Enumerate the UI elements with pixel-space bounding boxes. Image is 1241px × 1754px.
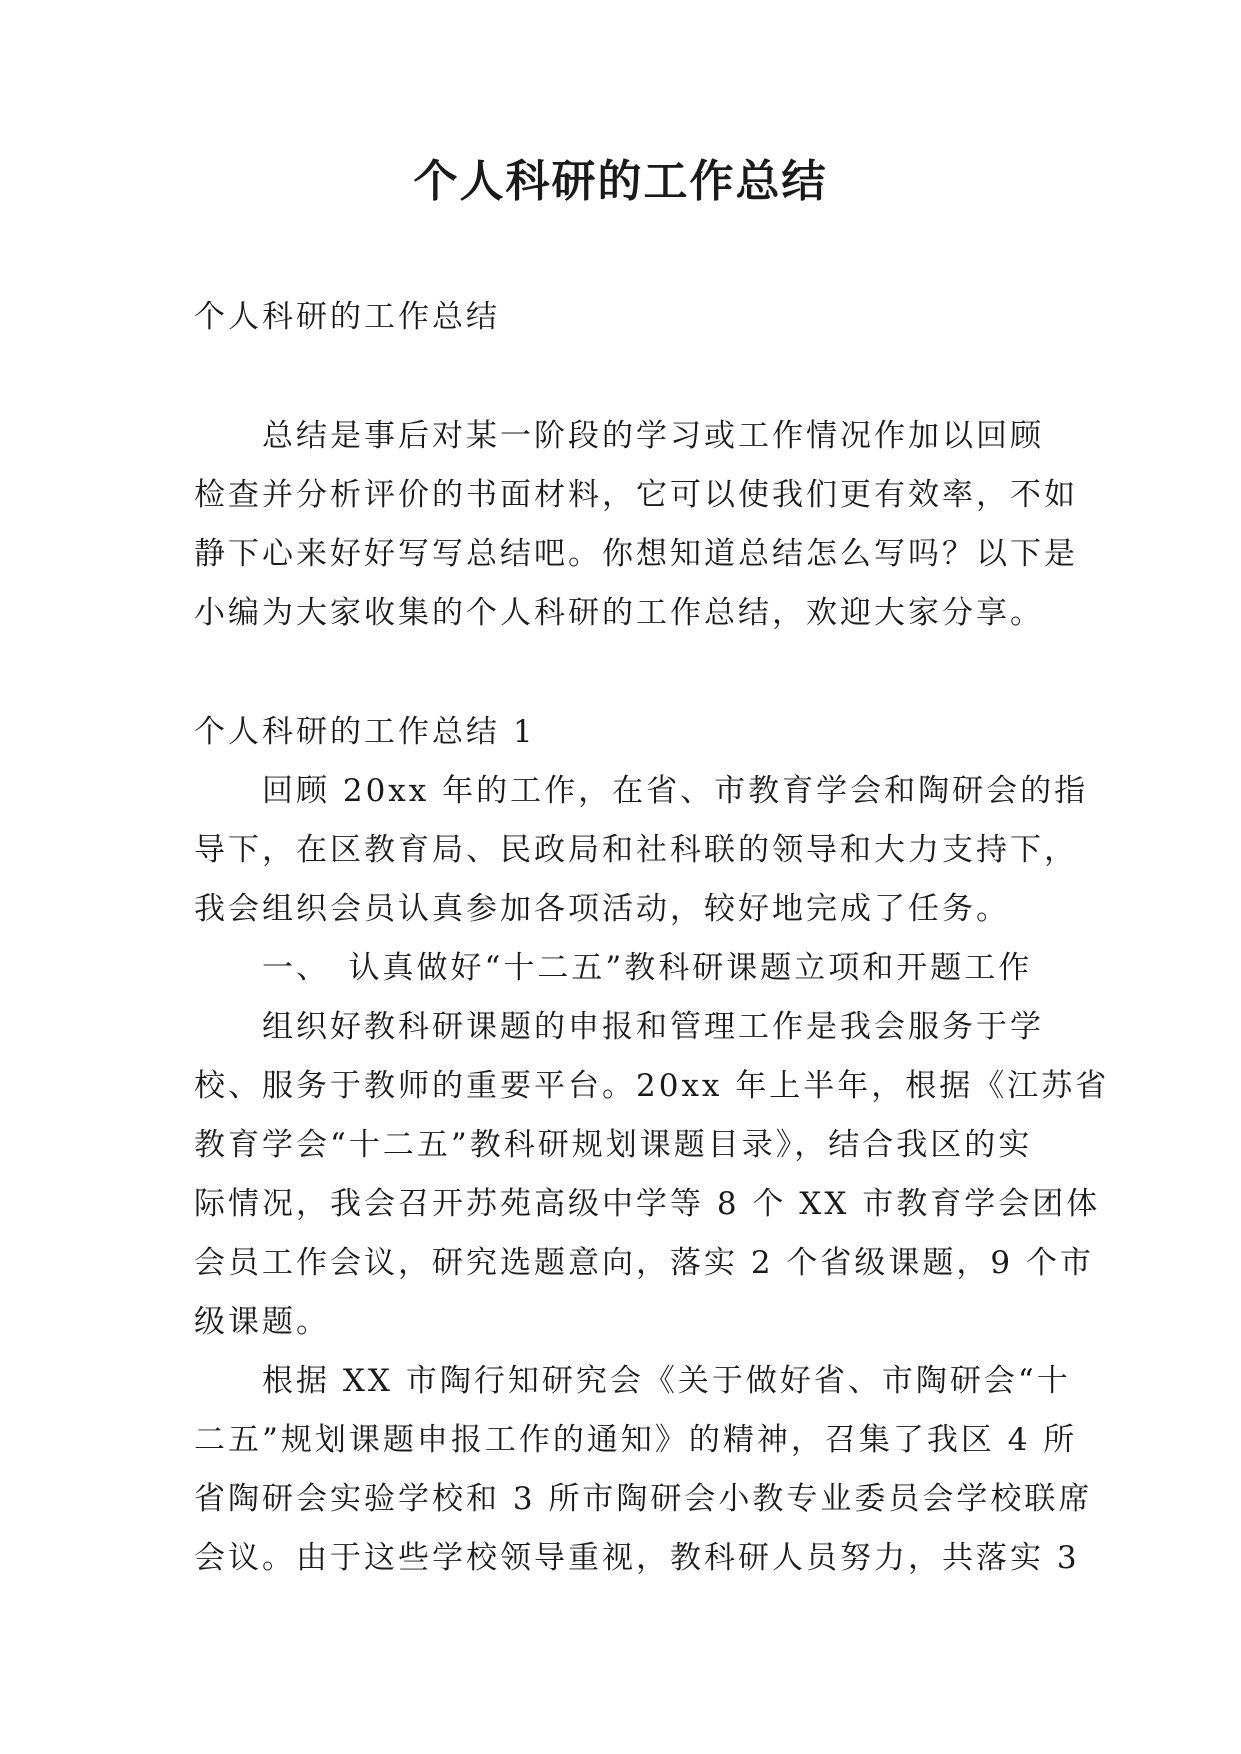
intro-paragraph <box>194 407 1078 643</box>
paragraph-line: 际情况，我会召开苏苑高级中学等 8 个 XX 市教育学会团体 <box>194 1186 1101 1222</box>
paragraph-line: 会员工作会议，研究选题意向，落实 2 个省级课题，9 个市 <box>194 1245 1095 1281</box>
paragraph-1 <box>194 762 1089 939</box>
intro-line: 小编为大家收集的个人科研的工作总结，欢迎大家分享。 <box>194 595 1044 631</box>
paragraph-line: 回顾 20xx 年的工作，在省、市教育学会和陶研会的指 <box>262 773 1089 809</box>
paragraph-3 <box>194 1352 1093 1588</box>
heading-1: 一、 认真做好“十二五”教科研课题立项和开题工作 <box>262 950 1033 986</box>
paragraph-2 <box>194 998 1110 1352</box>
document-body <box>194 288 1110 1588</box>
paragraph-line: 导下，在区教育局、民政局和社科联的领导和大力支持下， <box>194 832 1078 868</box>
intro-line: 总结是事后对某一阶段的学习或工作情况作加以回顾 <box>262 418 1044 454</box>
paragraph-line: 省陶研会实验学校和 3 所市陶研会小教专业委员会学校联席 <box>194 1481 1093 1517</box>
intro-line: 检查并分析评价的书面材料，它可以使我们更有效率，不如 <box>194 477 1078 513</box>
paragraph-line: 组织好教科研课题的申报和管理工作是我会服务于学 <box>262 1009 1044 1045</box>
paragraph-line: 会议。由于这些学校领导重视，教科研人员努力，共落实 3 <box>194 1540 1080 1576</box>
document-title: 个人科研的工作总结 <box>413 156 828 207</box>
paragraph-line: 校、服务于教师的重要平台。20xx 年上半年，根据《江苏省 <box>194 1068 1110 1104</box>
intro-line: 静下心来好好写写总结吧。你想知道总结怎么写吗？以下是 <box>194 536 1078 572</box>
document-subtitle: 个人科研的工作总结 <box>194 299 500 335</box>
paragraph-line: 根据 XX 市陶行知研究会《关于做好省、市陶研会“十 <box>262 1363 1071 1399</box>
paragraph-line: 我会组织会员认真参加各项活动，较好地完成了任务。 <box>194 891 1010 927</box>
paragraph-line: 教育学会“十二五”教科研规划课题目录》，结合我区的实 <box>194 1127 1033 1163</box>
paragraph-line: 二五”规划课题申报工作的通知》的精神，召集了我区 4 所 <box>194 1422 1078 1458</box>
section-title: 个人科研的工作总结 1 <box>194 714 536 750</box>
spacer <box>194 347 1054 407</box>
spacer <box>194 643 1054 703</box>
paragraph-line: 级课题。 <box>194 1304 330 1340</box>
